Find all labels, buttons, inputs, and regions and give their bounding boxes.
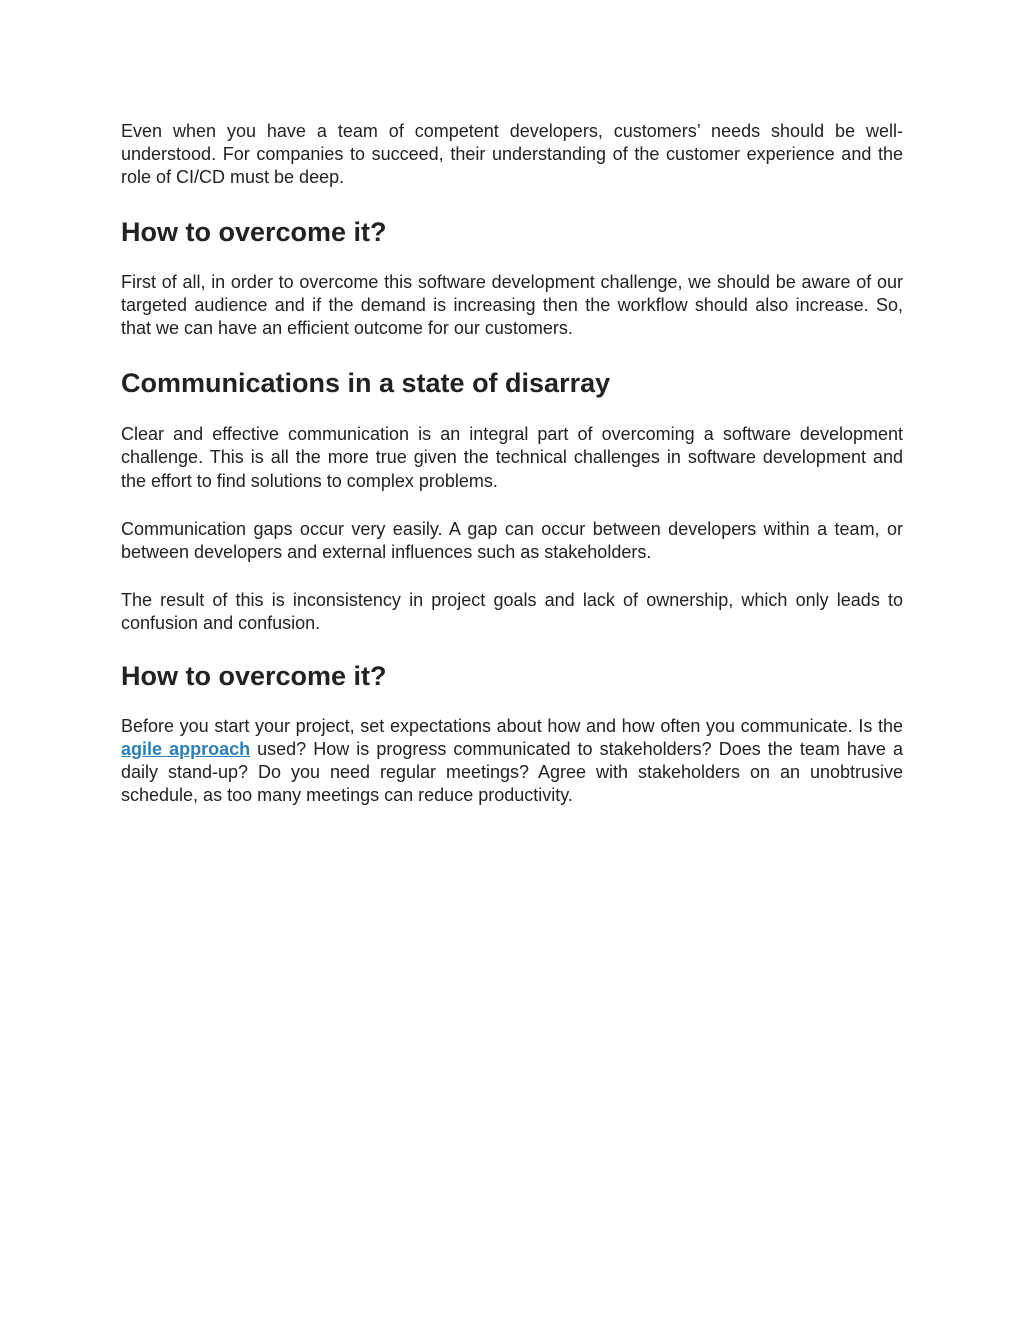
document-page (121, 120, 903, 807)
paragraph-overcome-challenge: First of all, in order to overcome this software development challenge, we should be aware of our targeted audience and if the demand is increasing then the workflow should also increase. So, that we can have an efficient outcome for our customers. (121, 271, 903, 339)
agile-approach-link[interactable]: agile approach (121, 738, 251, 759)
heading-how-to-overcome-2: How to overcome it? (121, 660, 387, 691)
paragraph-inconsistency-result: The result of this is inconsistency in project goals and lack of ownership, which only leads to confusion and confusion. (121, 590, 903, 634)
paragraph-text-after-link: used? How is progress communicated to stakeholders? Does the team have a daily stand-up? Do you need regular meetings? Agree with stakeholders on an unobtrusive schedule, as too many meetings can reduce productivity. (121, 738, 903, 806)
paragraph-set-expectations (121, 715, 903, 808)
heading-communications-disarray: Communications in a state of disarray (121, 368, 611, 399)
heading-how-to-overcome-1: How to overcome it? (121, 216, 387, 247)
paragraph-communication-gaps: Communication gaps occur very easily. A gap can occur between developers within a team, or between developers and external influences such as stakeholders. (121, 518, 903, 563)
paragraph-customer-needs: Even when you have a team of competent developers, customers’ needs should be well-understood. For companies to succeed, their understanding of the customer experience and the role of CI/CD must be deep. (121, 121, 903, 188)
paragraph-text-before-link: Before you start your project, set expectations about how and how often you communicate. Is the (121, 715, 903, 736)
paragraph-clear-communication: Clear and effective communication is an integral part of overcoming a software development challenge. This is all the more true given the technical challenges in software development and the effort to find solutions to complex problems. (121, 424, 903, 491)
